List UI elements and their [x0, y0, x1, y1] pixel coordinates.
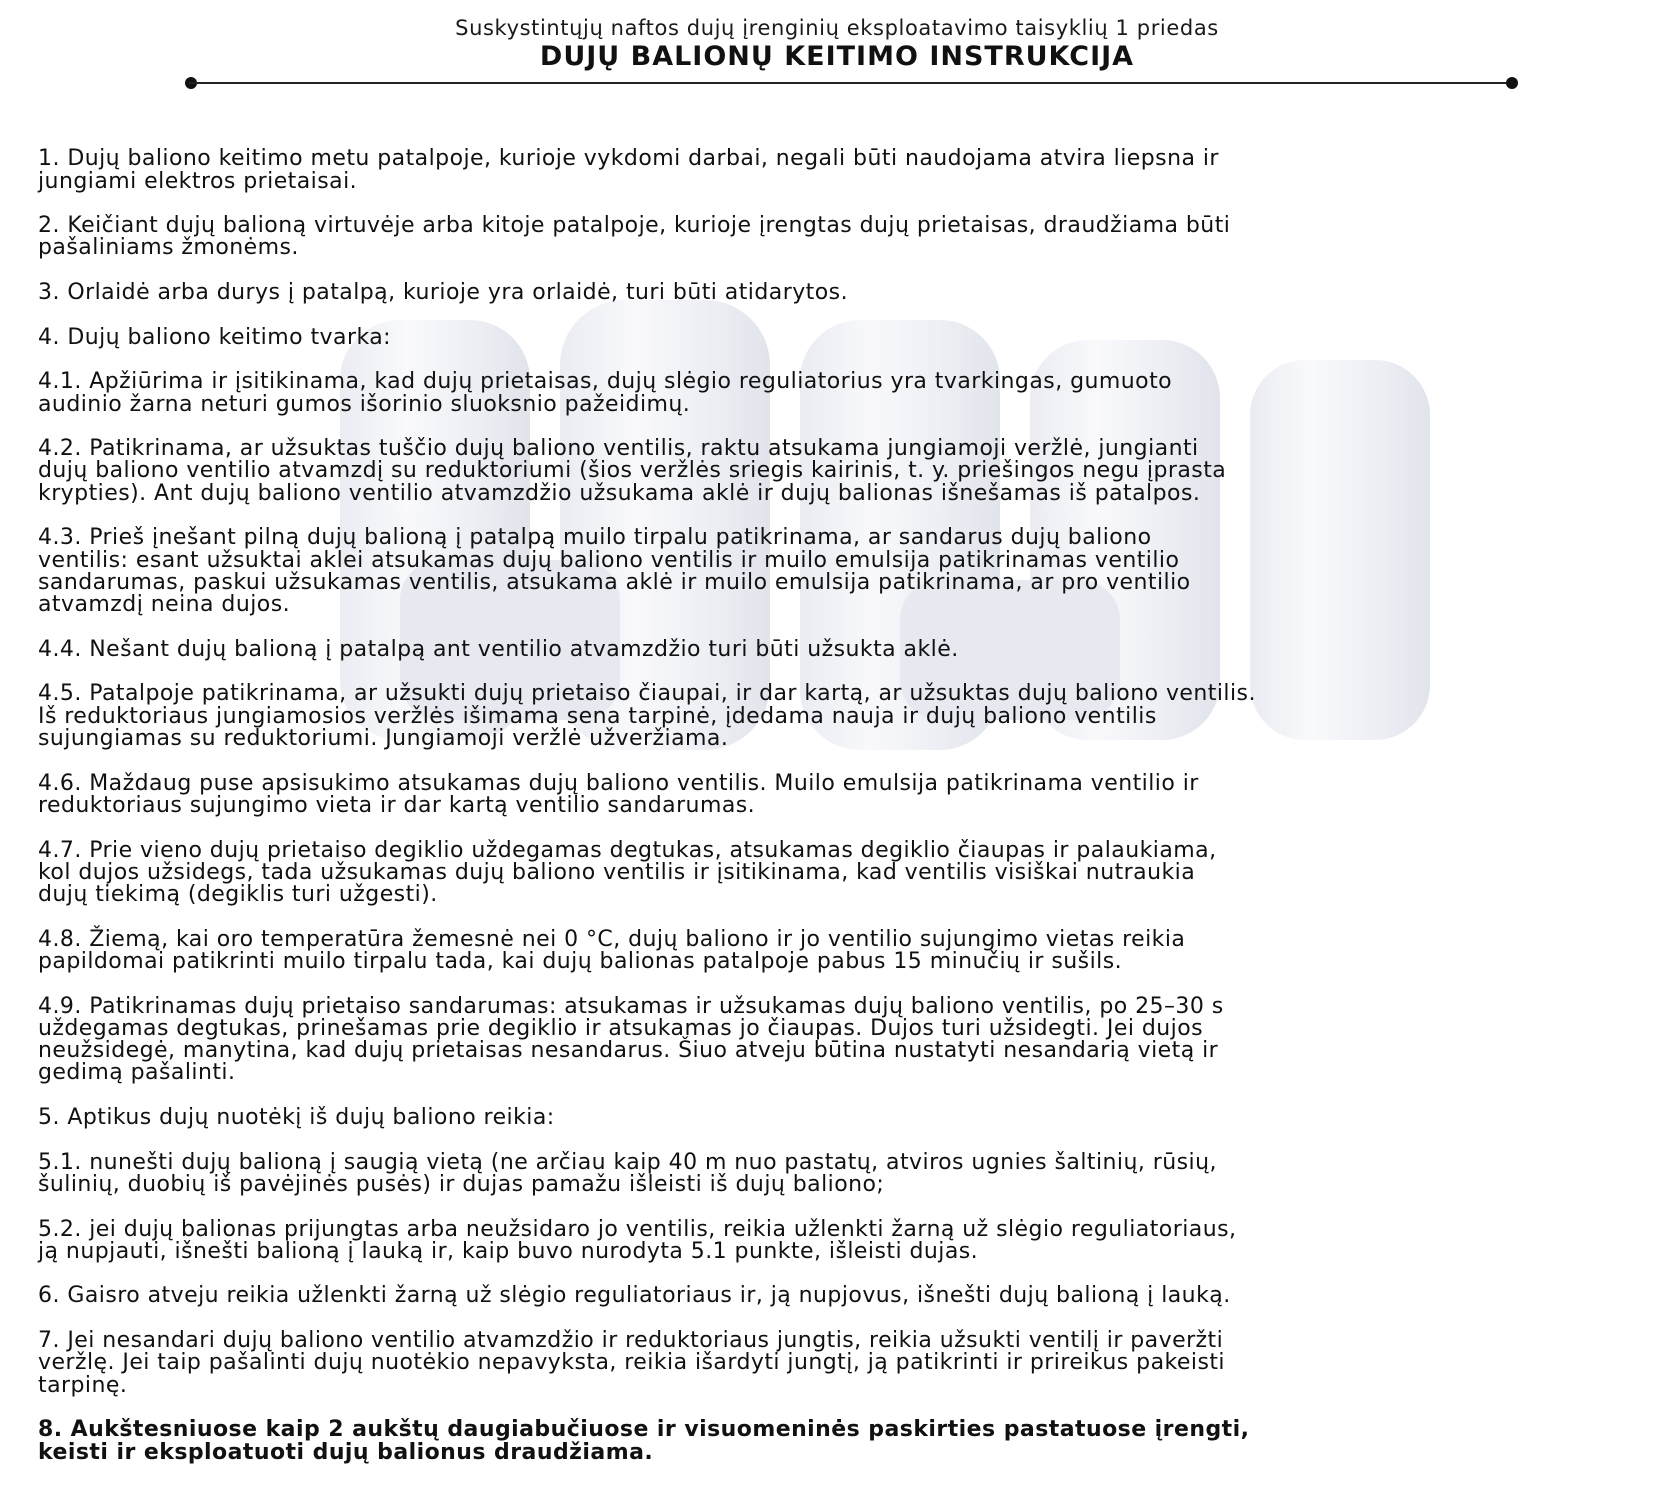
document-title: DUJŲ BALIONŲ KEITIMO INSTRUKCIJA — [539, 41, 1135, 72]
instruction-paragraph-4-4: 4.4. Nešant dujų balioną į patalpą ant ventilio atvamzdžio turi būti užsukta aklė. — [38, 636, 959, 662]
instruction-paragraph-4-2: 4.2. Patikrinama, ar užsuktas tuščio dujų baliono ventilis, raktu atsukama jungiamoji veržlė, jungianti dujų baliono ventilio atvamzdį su reduktoriumi (šios veržlės sriegis kairinis, t. y. priešingos negu įprasta krypties). Ant dujų baliono ventilio atvamzdžio užsukama aklė ir dujų balionas išnešamas iš patalpos. — [38, 436, 1227, 506]
instruction-paragraph-8-warning: 8. Aukštesniuose kaip 2 aukštų daugiabučiuose ir visuomeninės paskirties pastatuose įrengti, keisti ir eksploatuoti dujų balionus draudžiama. — [38, 1417, 1250, 1465]
title-divider — [189, 82, 1512, 84]
instruction-paragraph-4-8: 4.8. Žiemą, kai oro temperatūra žemesnė nei 0 °C, dujų baliono ir jo ventilio sujungimo vietas reikia papildomai patikrinti muilo tirpalu tada, kai dujų balionas patalpoje pabus 15 minučių ir sušils. — [38, 926, 1186, 974]
instruction-paragraph-5-2: 5.2. jei dujų balionas prijungtas arba neužsidaro jo ventilis, reikia užlenkti žarną už slėgio reguliatoriaus, ją nupjauti, išnešti balioną į lauką ir, kaip buvo nurodyta 5.1 punkte, išleisti dujas. — [38, 1216, 1237, 1264]
instruction-paragraph-4: 4. Dujų baliono keitimo tvarka: — [38, 324, 392, 350]
instruction-paragraph-1: 1. Dujų baliono keitimo metu patalpoje, kurioje vykdomi darbai, negali būti naudojama atvira liepsna ir jungiami elektros prietaisai. — [38, 146, 1219, 194]
instruction-paragraph-2: 2. Keičiant dujų balioną virtuvėje arba kitoje patalpoje, kurioje įrengtas dujų prietaisas, draudžiama būti pašaliniams žmonėms. — [38, 213, 1231, 261]
instruction-paragraph-4-5: 4.5. Patalpoje patikrinama, ar užsukti dujų prietaiso čiaupai, ir dar kartą, ar užsuktas dujų baliono ventilis. Iš reduktoriaus jungiamosios veržlės išimama sena tarpinė, įdedama nauja ir dujų baliono ventilis sujungiamas su reduktoriumi. Jungiamoji veržlė užveržiama. — [38, 681, 1256, 752]
instruction-paragraph-4-6: 4.6. Maždaug puse apsisukimo atsukamas dujų baliono ventilis. Muilo emulsija patikrinama ventilio ir reduktoriaus sujungimo vieta ir dar kartą ventilio sandarumas. — [38, 770, 1199, 818]
instruction-paragraph-6: 6. Gaisro atveju reikia užlenkti žarną už slėgio reguliatoriaus ir, ją nupjovus, išnešti dujų balioną į lauką. — [38, 1283, 1231, 1309]
instruction-paragraph-4-7: 4.7. Prie vieno dujų prietaiso degiklio uždegamas degtukas, atsukamas degiklio čiaupas ir palaukiama, kol dujos užsidegs, tada užsukamas dujų baliono ventilis ir įsitikinama, kad ventilis visiškai nutraukia dujų tiekimą (degiklis turi užgesti). — [38, 837, 1217, 908]
instruction-paragraph-4-1: 4.1. Apžiūrima ir įsitikinama, kad dujų prietaisas, dujų slėgio reguliatorius yra tvarkingas, gumuoto audinio žarna neturi gumos išorinio sluoksnio pažeidimų. — [38, 369, 1173, 417]
document-subtitle: Suskystintųjų naftos dujų įrenginių eksploatavimo taisyklių 1 priedas — [455, 16, 1219, 40]
instruction-paragraph-7: 7. Jei nesandari dujų baliono ventilio atvamzdžio ir reduktoriaus jungtis, reikia užsukti ventilį ir paveržti veržlę. Jei taip pašalinti dujų nuotėkio nepavyksta, reikia išardyti jungtį, ją patikrinti ir prireikus pakeisti tarpinę. — [38, 1328, 1225, 1398]
instruction-paragraph-5-1: 5.1. nunešti dujų balioną į saugią vietą (ne arčiau kaip 40 m nuo pastatų, atviros ugnies šaltinių, rūsių, šulinių, duobių iš pavėjinės pusės) ir dujas pamažu išleisti iš dujų baliono; — [38, 1149, 1217, 1197]
instruction-paragraph-4-3: 4.3. Prieš įnešant pilną dujų balioną į patalpą muilo tirpalu patikrinama, ar sandarus dujų baliono ventilis: esant užsuktai aklei atsukamas dujų baliono ventilis ir muilo emulsija patikrinamas ventilio sandarumas, paskui užsukamas ventilis, atsukama aklė ir muilo emulsija patikrinama, ar pro ventilio atvamzdį neina dujos. — [38, 525, 1191, 618]
instruction-paragraph-4-9: 4.9. Patikrinamas dujų prietaiso sandarumas: atsukamas ir užsukamas dujų baliono ventilis, po 25–30 s uždegamas degtukas, prinešamas prie degiklio ir atsukamas jo čiaupas. Dujos turi užsidegti. Jei dujos neužsidegė, manytina, kad dujų prietaisas nesandarus. Šiuo atveju būtina nustatyti nesandarią vietą ir gedimą pašalinti. — [38, 993, 1224, 1086]
instruction-paragraph-5: 5. Aptikus dujų nuotėkį iš dujų baliono reikia: — [38, 1105, 555, 1131]
instruction-body — [38, 126, 1658, 1486]
instruction-paragraph-3: 3. Orlaidė arba durys į patalpą, kurioje yra orlaidė, turi būti atidarytos. — [38, 280, 849, 306]
rule-right-dot — [1506, 77, 1518, 89]
